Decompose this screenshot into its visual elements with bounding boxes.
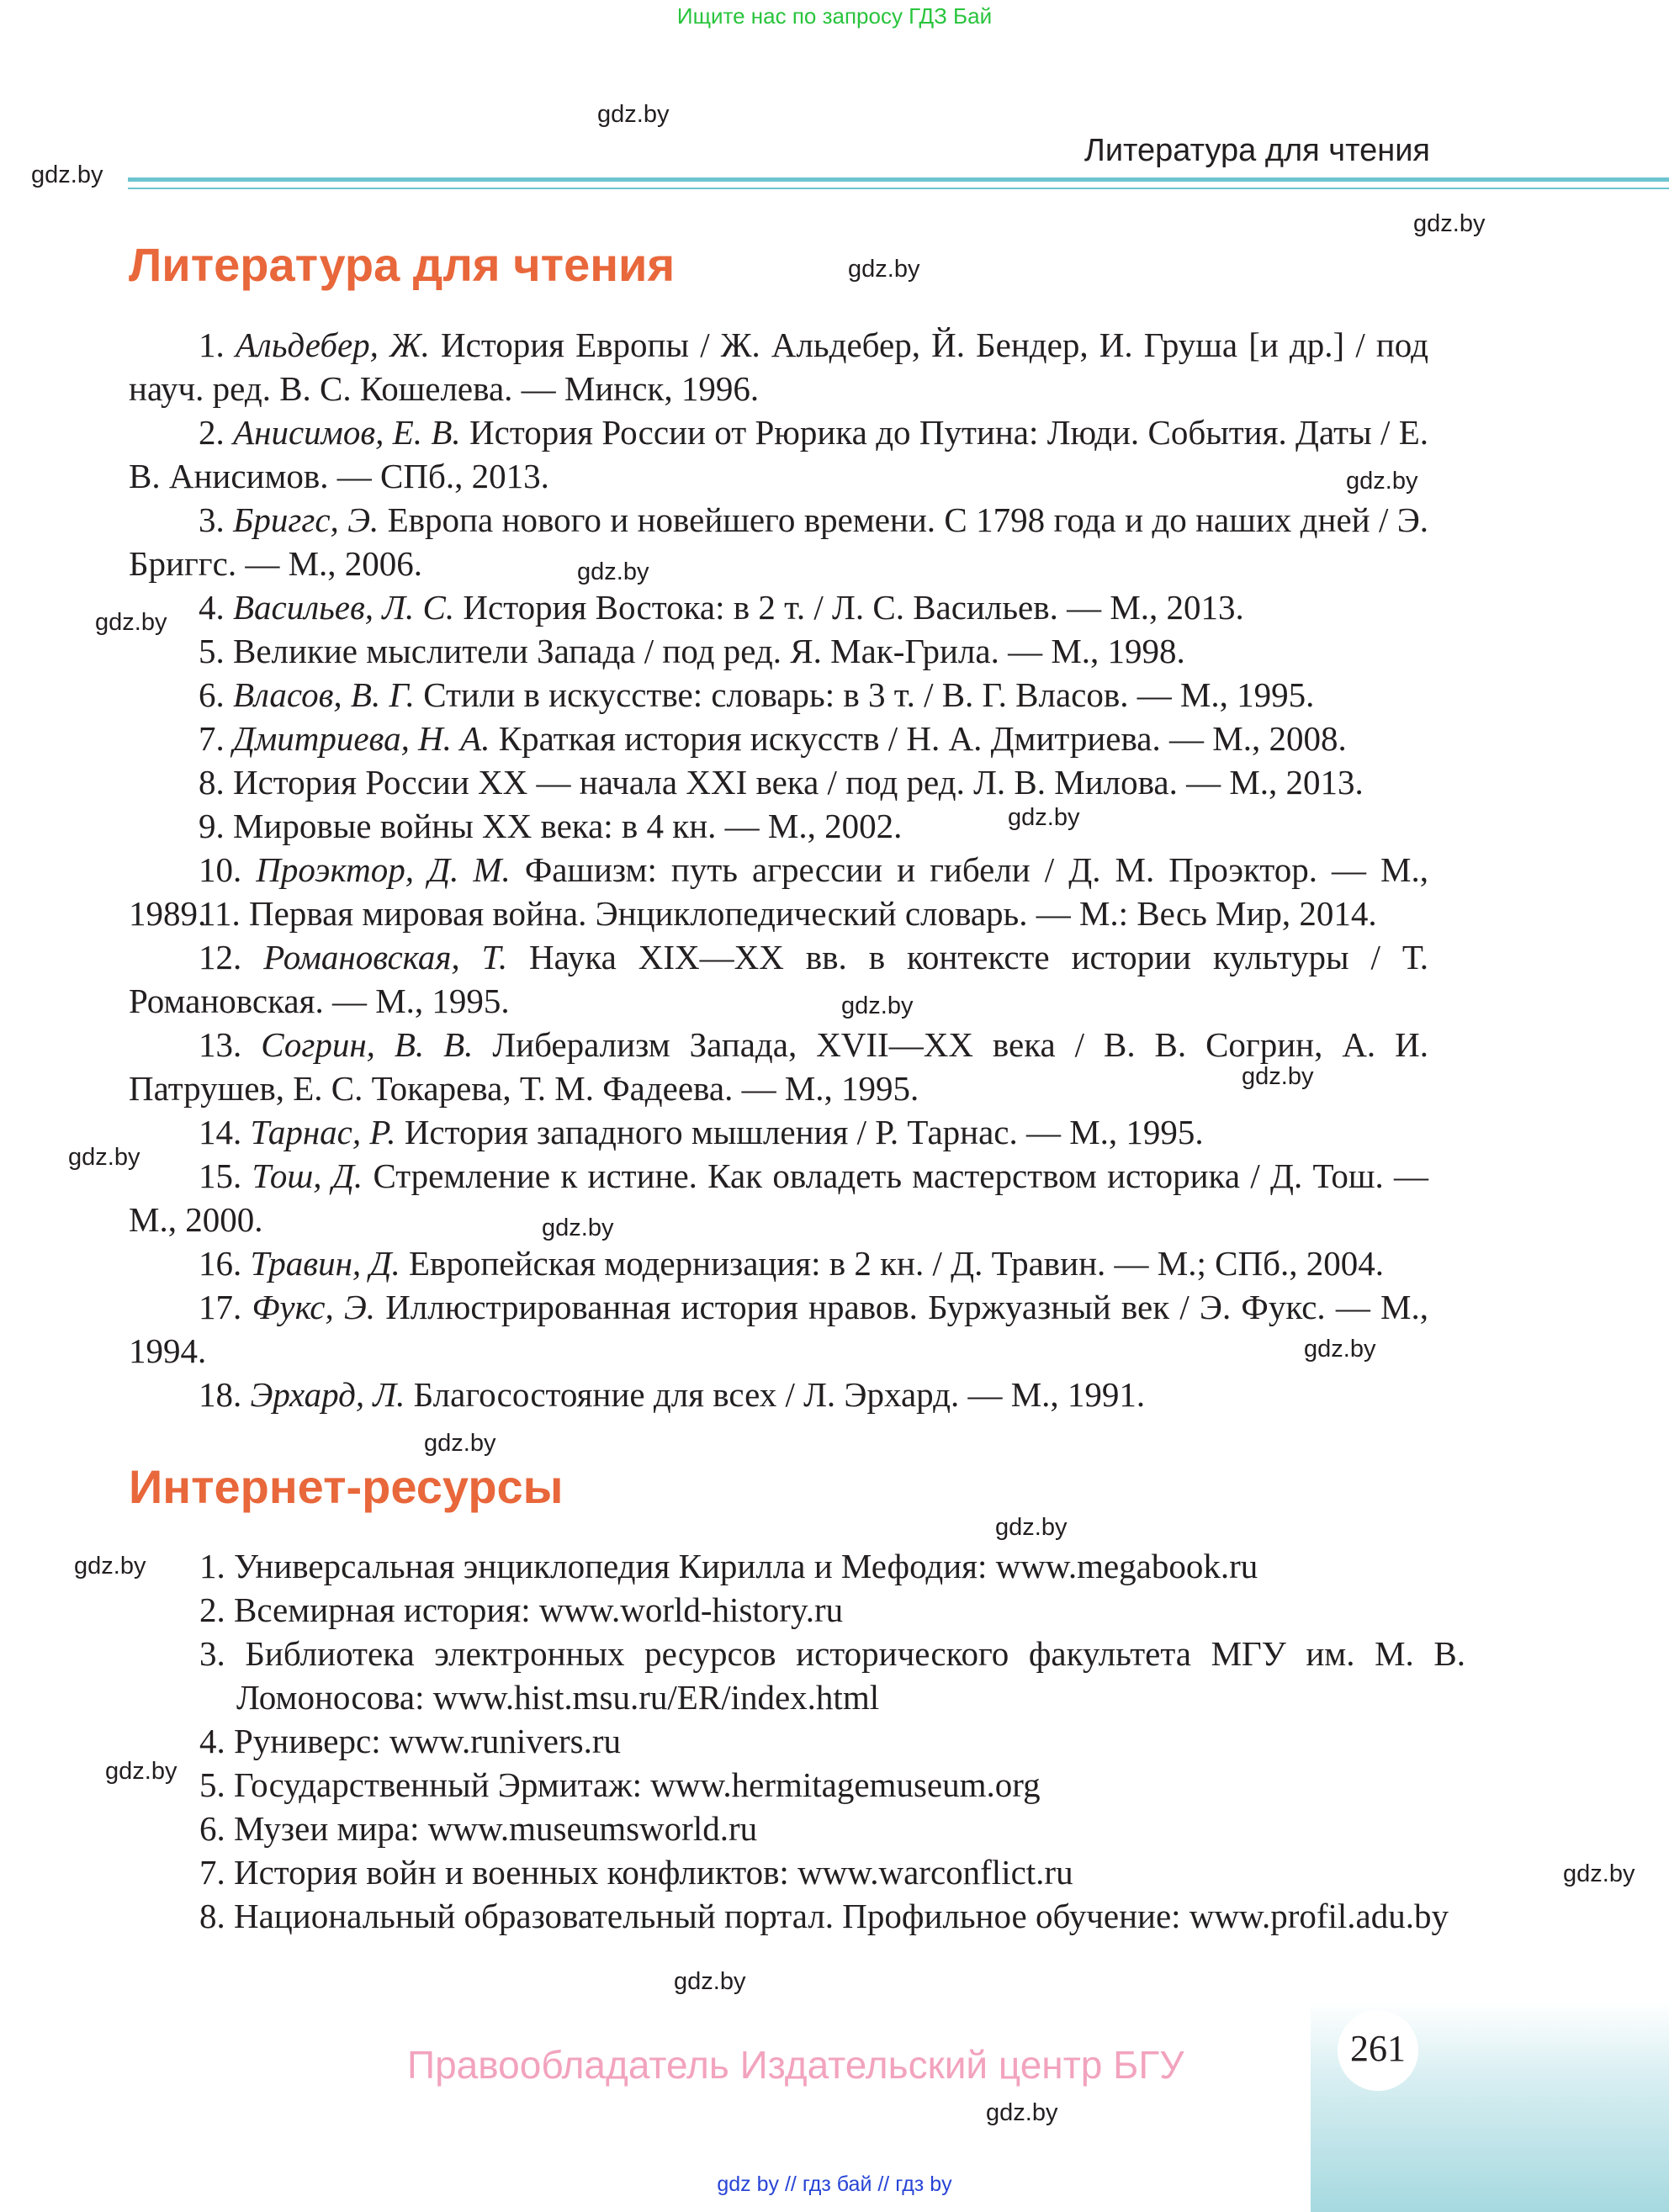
reference-item-16: 16. Травин, Д. Европейская модернизация: в 2 кн. / Д. Травин. — М.; СПб., 2004. [199, 1244, 1384, 1283]
reference-item-5: 5. Великие мыслители Запада / под ред. Я. Мак-Грила. — М., 1998. [199, 632, 1185, 670]
watermark: gdz.by [1304, 1336, 1376, 1363]
reference-item-14: 14. Тарнас, Р. История западного мышления / Р. Тарнас. — М., 1995. [199, 1113, 1204, 1151]
watermark: gdz.by [1413, 210, 1486, 237]
internet-resource-3: 3. Библиотека электронных ресурсов исторического факультета МГУ им. М. В. Ломоносова: www.hist.msu.ru/ER/index.html [199, 1634, 1466, 1717]
watermark: gdz.by [68, 1144, 140, 1171]
reference-item-3: 3. Бриггс, Э. Европа нового и новейшего времени. С 1798 года и до наших дней / Э. Бриггс. — М., 2006. [129, 500, 1429, 583]
watermark: gdz.by [74, 1553, 146, 1580]
reference-item-13: 13. Согрин, В. В. Либерализм Запада, XVII—XX века / В. В. Согрин, А. И. Патрушев, Е. С. Токарева, Т. М. Фадеева. — М., 1995. [129, 1025, 1428, 1108]
watermark: gdz.by [1008, 804, 1080, 831]
top-banner-link[interactable]: Ищите нас по запросу ГДЗ Бай [676, 3, 993, 29]
internet-resource-2: 2. Всемирная история: www.world-history.ru [199, 1590, 844, 1629]
reference-author: Проэктор, Д. М. [256, 850, 511, 889]
watermark: gdz.by [1563, 1860, 1635, 1887]
watermark: gdz.by [577, 558, 649, 585]
watermark: gdz.by [31, 161, 103, 188]
internet-resource-1: 1. Универсальная энциклопедия Кирилла и Мефодия: www.megabook.ru [199, 1547, 1258, 1585]
header-rule [128, 177, 1669, 182]
reference-item-6: 6. Власов, В. Г. Стили в искусстве: словарь: в 3 т. / В. Г. Власов. — М., 1995. [199, 675, 1315, 714]
internet-resource-7: 7. История войн и военных конфликтов: www.warconflict.ru [199, 1853, 1073, 1892]
watermark: gdz.by [597, 101, 670, 128]
reference-item-12: 12. Романовская, Т. Наука XIX—XX вв. в контексте истории культуры / Т. Романовская. — М., 1995. [129, 938, 1429, 1020]
internet-resource-5: 5. Государственный Эрмитаж: www.hermitagemuseum.org [199, 1765, 1041, 1804]
internet-resource-6: 6. Музеи мира: www.museumsworld.ru [199, 1809, 758, 1848]
reference-item-10: 10. Проэктор, Д. М. Фашизм: путь агрессии и гибели / Д. М. Проэктор. — М., 1989. [129, 850, 1428, 933]
reference-author: Романовская, Т. [263, 938, 508, 976]
reference-item-2: 2. Анисимов, Е. В. История России от Рюрика до Путина: Люди. События. Даты / Е. В. Анисимов. — СПб., 2013. [129, 413, 1428, 495]
reference-author: Эрхард, Л. [250, 1375, 405, 1414]
watermark: gdz.by [841, 992, 914, 1019]
reference-author: Тош, Д. [252, 1156, 363, 1195]
reference-author: Анисимов, Е. В. [233, 413, 461, 452]
reference-item-8: 8. История России XX — начала XXI века / под ред. Л. В. Милова. — М., 2013. [199, 763, 1364, 802]
watermark: gdz.by [986, 2099, 1058, 2126]
reference-item-17: 17. Фукс, Э. Иллюстрированная история нравов. Буржуазный век / Э. Фукс. — М., 1994. [129, 1288, 1429, 1370]
copyright-notice: Правообладатель Издательский центр БГУ [407, 2043, 1184, 2087]
reference-item-18: 18. Эрхард, Л. Благосостояние для всех / Л. Эрхард. — М., 1991. [199, 1375, 1146, 1414]
running-head: Литература для чтения [1084, 133, 1430, 168]
heading-literature: Литература для чтения [129, 238, 676, 291]
watermark: gdz.by [995, 1514, 1068, 1541]
internet-resource-8: 8. Национальный образовательный портал. Профильное обучение: www.profil.adu.by [199, 1897, 1449, 1935]
watermark: gdz.by [1242, 1063, 1314, 1090]
watermark: gdz.by [542, 1214, 614, 1241]
reference-item-11: 11. Первая мировая война. Энциклопедический словарь. — М.: Весь Мир, 2014. [199, 894, 1377, 933]
reference-author: Васильев, Л. С. [233, 588, 455, 627]
reference-author: Власов, В. Г. [233, 675, 415, 714]
reference-author: Травин, Д. [250, 1244, 400, 1283]
reference-item-15: 15. Тош, Д. Стремление к истине. Как овладеть мастерством историка / Д. Тош. — М., 2000. [129, 1156, 1429, 1239]
watermark: gdz.by [105, 1758, 177, 1785]
reference-item-4: 4. Васильев, Л. С. История Востока: в 2 т. / Л. С. Васильев. — М., 2013. [199, 588, 1244, 627]
watermark: gdz.by [674, 1968, 746, 1995]
reference-author: Согрин, В. В. [261, 1025, 474, 1064]
reference-item-7: 7. Дмитриева, Н. А. Краткая история искусств / Н. А. Дмитриева. — М., 2008. [199, 719, 1347, 758]
reference-author: Тарнас, Р. [250, 1113, 396, 1151]
heading-internet-resources: Интернет-ресурсы [129, 1460, 564, 1513]
header-rule-thin [128, 188, 1669, 189]
reference-item-9: 9. Мировые войны XX века: в 4 кн. — М., 2002. [199, 807, 903, 845]
reference-author: Альдебер, Ж. [235, 325, 430, 364]
watermark: gdz.by [1346, 468, 1418, 495]
reference-author: Фукс, Э. [252, 1288, 375, 1326]
watermark: gdz.by [424, 1430, 496, 1457]
page-number: 261 [1350, 2028, 1406, 2069]
watermark: gdz.by [95, 609, 167, 636]
reference-author: Дмитриева, Н. А. [233, 719, 490, 758]
internet-resource-4: 4. Руниверс: www.runivers.ru [199, 1722, 622, 1760]
reference-author: Бриггс, Э. [233, 500, 379, 539]
watermark: gdz.by [848, 256, 920, 283]
reference-item-1: 1. Альдебер, Ж. История Европы / Ж. Альдебер, Й. Бендер, И. Груша [и др.] / под науч. ред. В. С. Кошелева. — Минск, 1996. [129, 325, 1428, 408]
footer-links[interactable]: gdz by // гдз бай // гдз by [717, 2172, 952, 2196]
